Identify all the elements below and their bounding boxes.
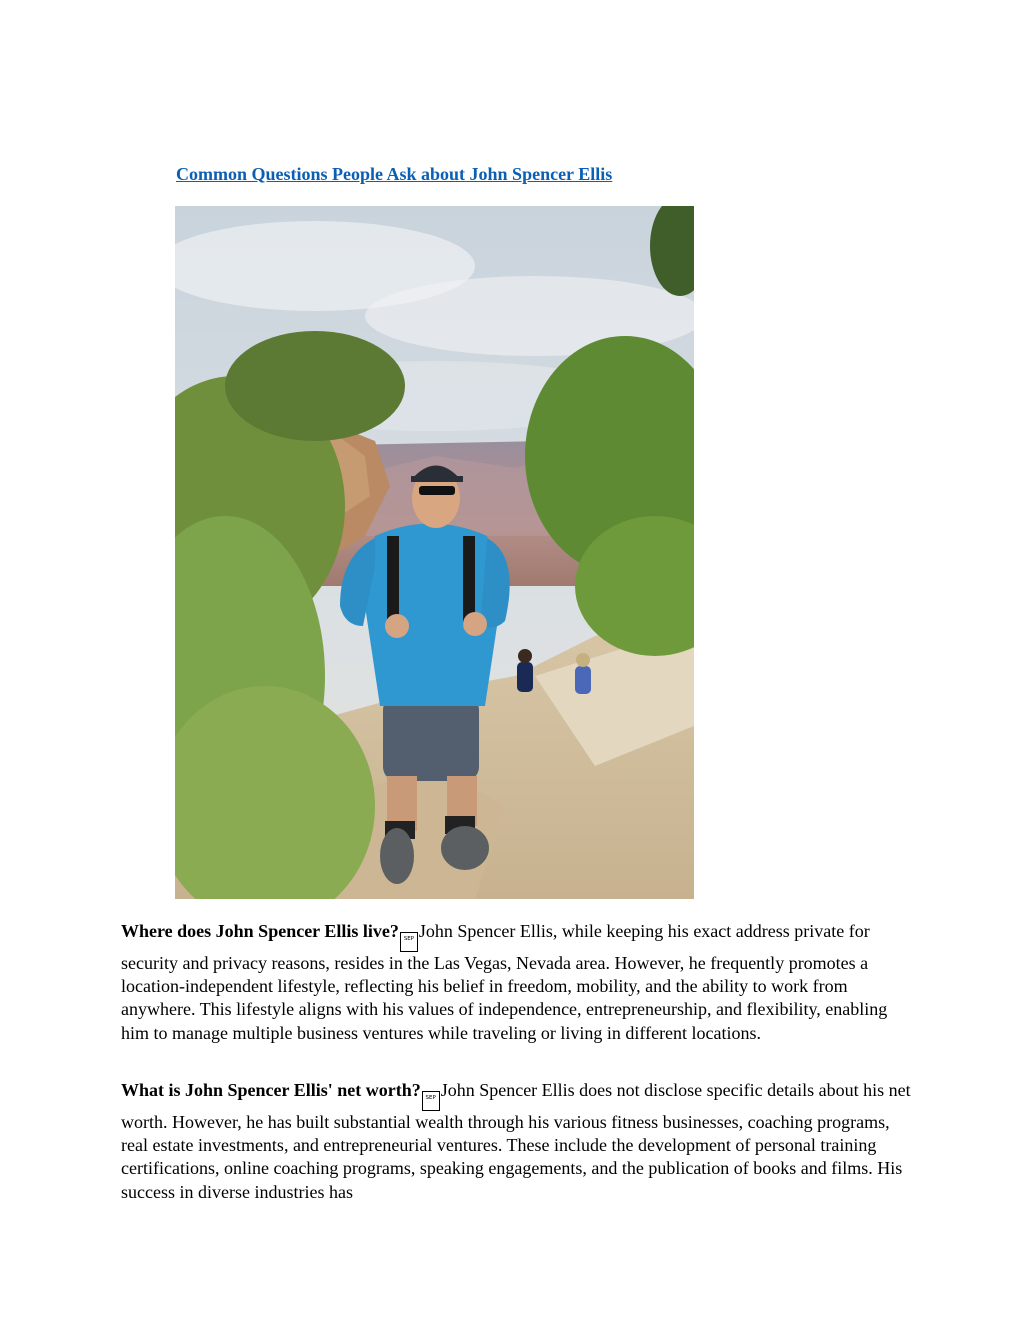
faq-question: Where does John Spencer Ellis live? bbox=[121, 921, 399, 941]
faq-item-live bbox=[121, 920, 911, 1045]
faq-item-net-worth bbox=[121, 1079, 911, 1204]
hiker-photo bbox=[175, 206, 694, 899]
faq-question: What is John Spencer Ellis' net worth? bbox=[121, 1080, 421, 1100]
sep-glyph-icon: SEP bbox=[400, 932, 418, 952]
title-link[interactable]: Common Questions People Ask about John Spencer Ellis bbox=[176, 164, 613, 184]
faq-answer: John Spencer Ellis, while keeping his exact address private for security and privacy reasons, resides in the Las Vegas, Nevada area. However, he frequently promotes a location-independent lifestyle, reflecting his belief in freedom, mobility, and the ability to work from anywhere. This lifestyle aligns with his values of independence, entrepreneurship, and flexibility, enabling him to manage multiple business ventures while traveling or living in different locations. bbox=[121, 921, 888, 1043]
faq-answer: John Spencer Ellis does not disclose specific details about his net worth. However, he has built substantial wealth through his various fitness businesses, coaching programs, real estate investments, and entrepreneurial ventures. These include the development of personal training certifications, online coaching programs, speaking engagements, and the publication of books and films. His success in diverse industries has bbox=[121, 1080, 911, 1202]
sep-glyph-icon: SEP bbox=[422, 1091, 440, 1111]
